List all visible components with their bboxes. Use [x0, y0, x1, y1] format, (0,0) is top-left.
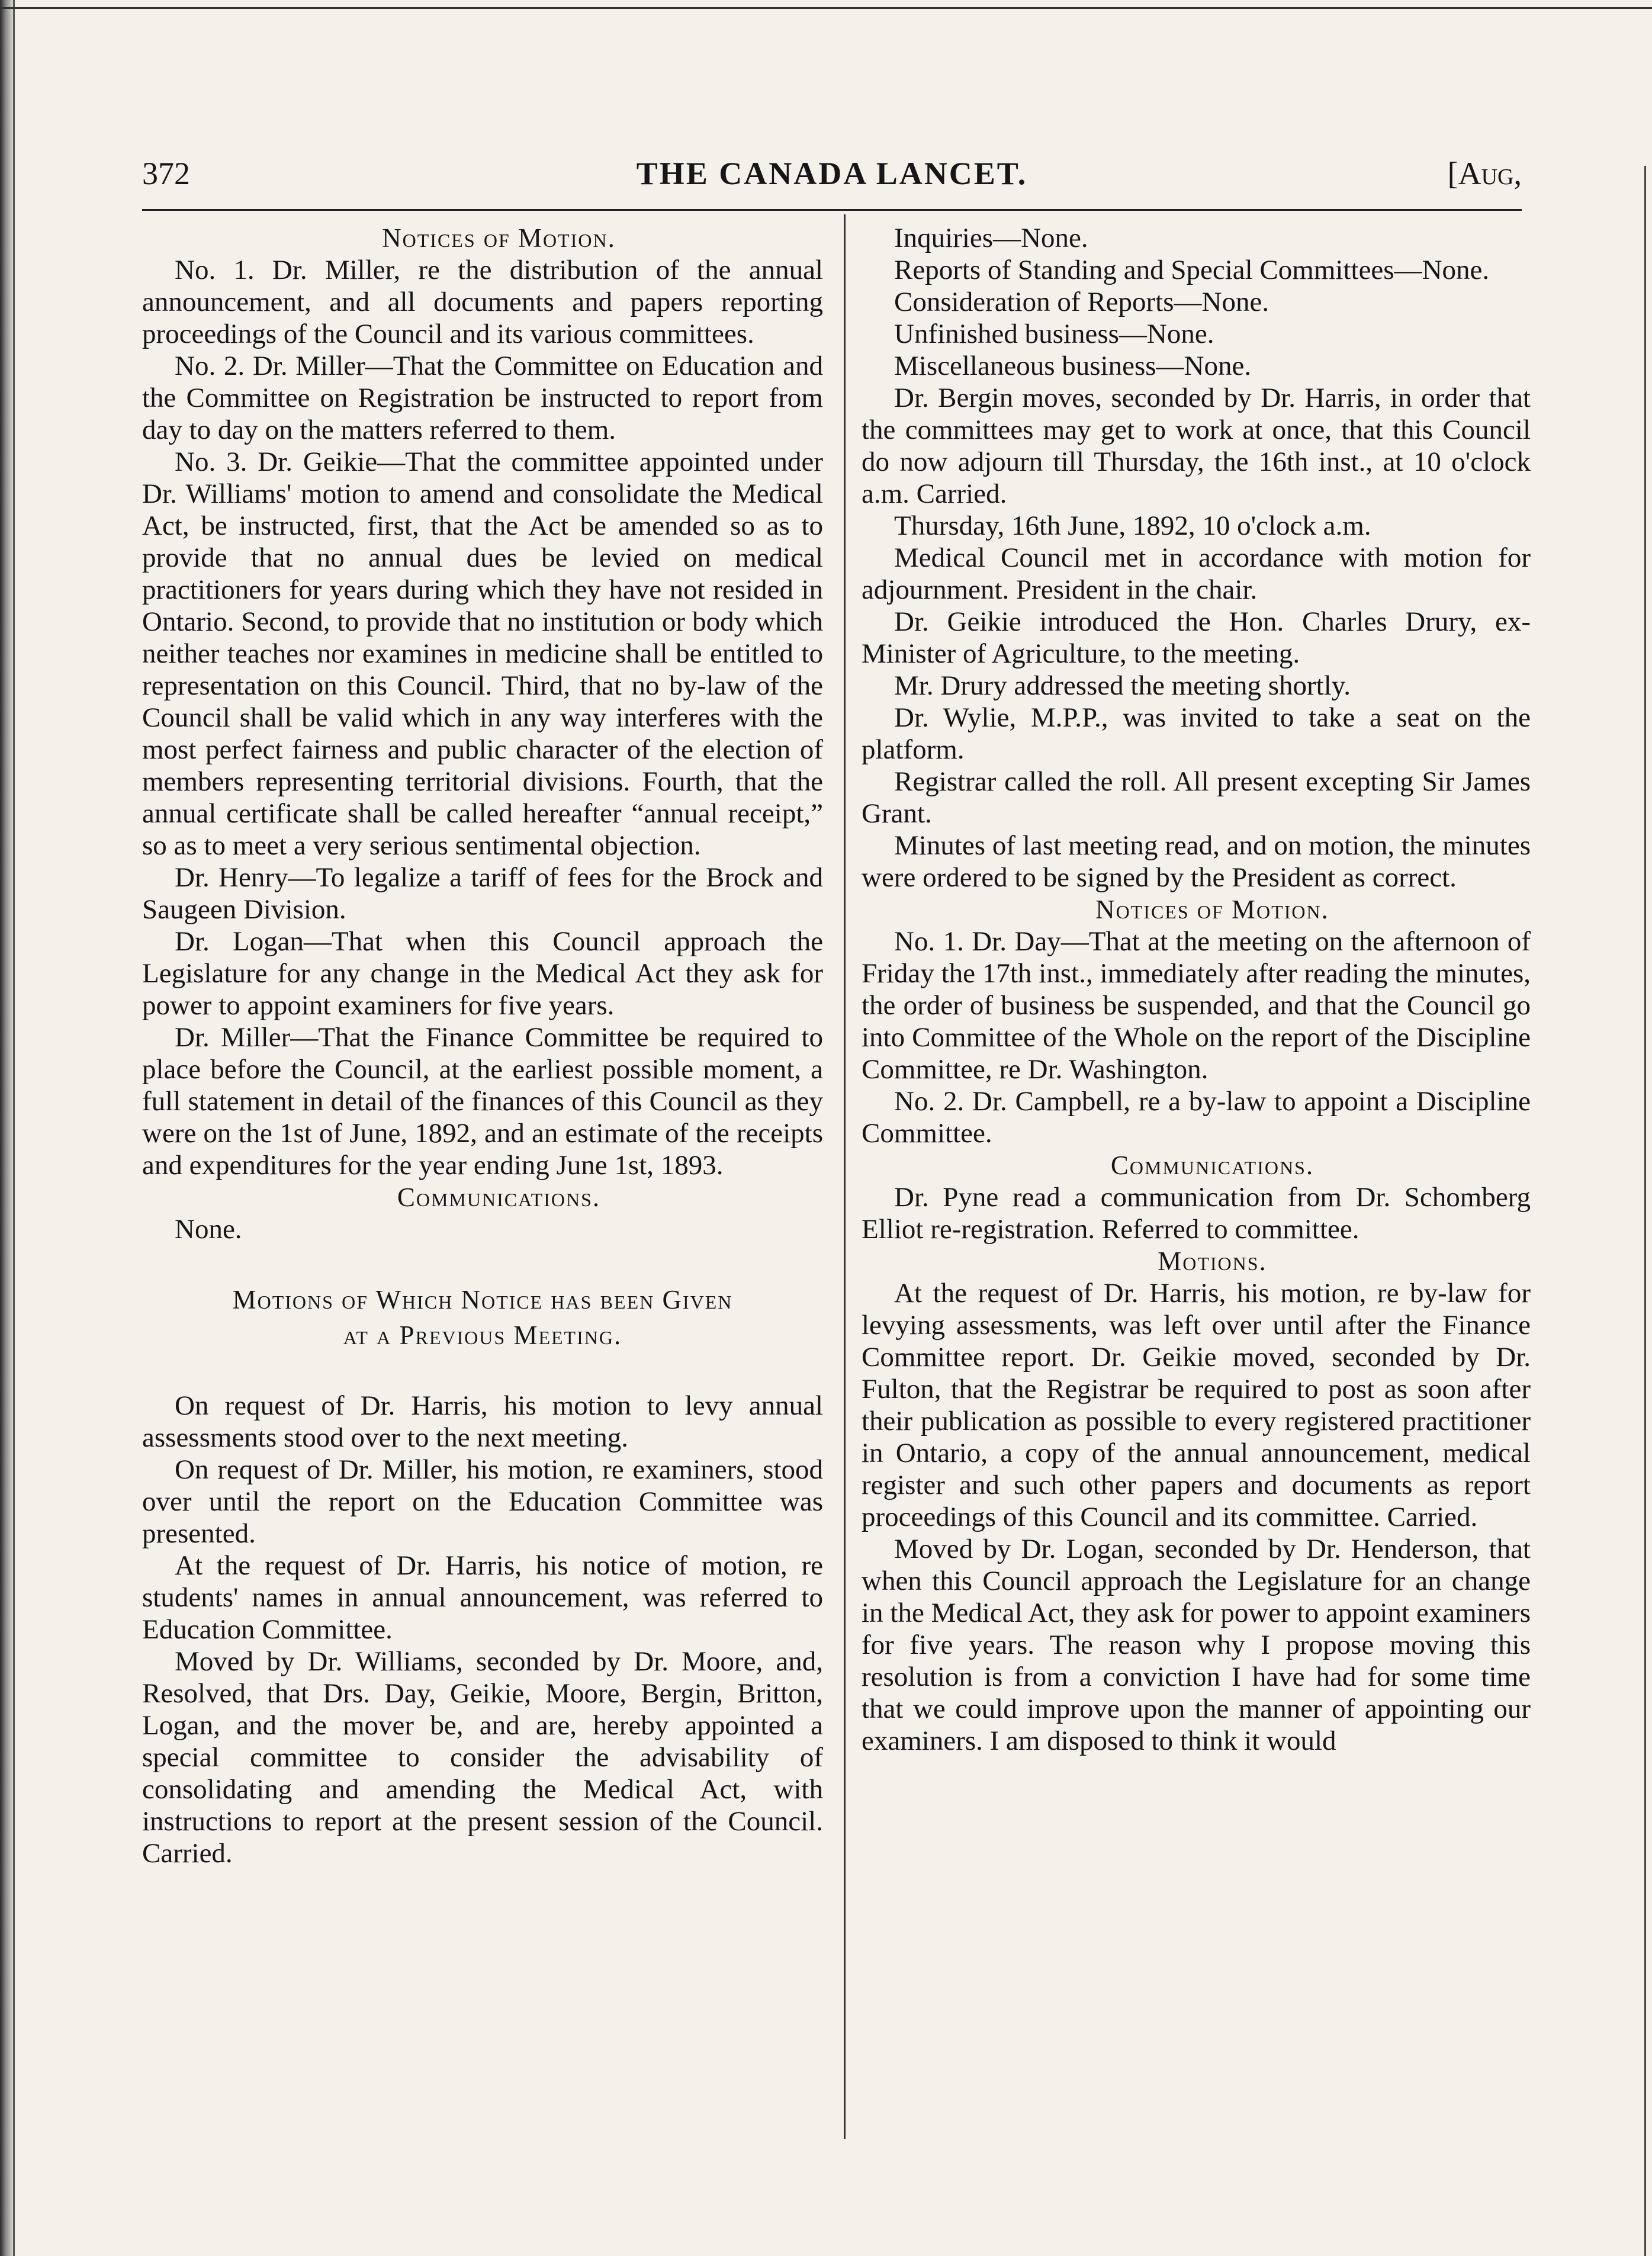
meeting-paragraph: Dr. Geikie introduced the Hon. Charles Drury, ex-Minister of Agriculture, to the meeting.: [862, 606, 1531, 669]
order-line: Unfinished business—None.: [894, 319, 1214, 349]
section-heading-motions: Motions.: [1158, 1246, 1267, 1276]
order-line: Dr. Bergin moves, seconded by Dr. Harris, in order that the committees may get to work at once, that this Council do now adjourn till Thursday, the 16th inst., at 10 o'clock a.m. Carried.: [862, 383, 1531, 509]
page-number: 372: [142, 156, 190, 191]
meeting-paragraph: Mr. Drury addressed the meeting shortly.: [894, 670, 1351, 701]
scan-binding-edge: [0, 0, 13, 2256]
section-heading-notices: Notices of Motion.: [382, 223, 616, 253]
left-column: [142, 222, 823, 1869]
notice-paragraph: No. 1. Dr. Day—That at the meeting on the afternoon of Friday the 17th inst., immediately after reading the minutes, the order of business be suspended, and that the Council go into Committee of the Whole on the report of the Discipline Committee, re Dr. Washington.: [862, 926, 1531, 1085]
scan-top-border: [0, 7, 1652, 9]
order-line: Consideration of Reports—None.: [894, 287, 1269, 317]
section-heading-notices: Notices of Motion.: [1095, 895, 1329, 924]
notice-paragraph: Dr. Miller—That the Finance Committee be required to place before the Council, at the earliest possible moment, a full statement in detail of the finances of this Council as they were on the 1st of June, 1892, and an estimate of the receipts and expenditures for the year ending June 1st, 1893.: [142, 1022, 823, 1181]
journal-title: THE CANADA LANCET.: [636, 156, 1028, 191]
notice-paragraph: No. 2. Dr. Miller—That the Committee on Education and the Committee on Registration be instructed to report from day to day on the matters referred to them.: [142, 351, 823, 445]
section-heading-communications: Communications.: [397, 1182, 601, 1212]
heading-line: at a Previous Meeting.: [343, 1320, 622, 1350]
header-rule: [142, 209, 1522, 211]
meeting-paragraph: Registrar called the roll. All present excepting Sir James Grant.: [862, 766, 1531, 829]
notice-paragraph: Dr. Henry—To legalize a tariff of fees for the Brock and Saugeen Division.: [142, 862, 823, 925]
meeting-paragraph: Dr. Wylie, M.P.P., was invited to take a seat on the platform.: [862, 702, 1531, 765]
notice-paragraph: No. 2. Dr. Campbell, re a by-law to appoint a Discipline Committee.: [862, 1086, 1531, 1149]
motion-paragraph: Moved by Dr. Logan, seconded by Dr. Henderson, that when this Council approach the Legislature for an change in the Medical Act, they ask for power to appoint examiners for five years. The reason why I propose moving this resolution is from a conviction I have had for some time that we could improve upon the manner of appointing our examiners. I am disposed to think it would: [862, 1534, 1531, 1756]
scan-right-border: [1644, 166, 1646, 2256]
right-column: [862, 222, 1531, 1757]
notice-paragraph: No. 3. Dr. Geikie—That the committee appointed under Dr. Williams' motion to amend and consolidate the Medical Act, be instructed, first, that the Act be amended so as to provide that no annual dues be levied on medical practitioners for years during which they have not resided in Ontario. Second, to provide that no institution or body which neither teaches nor examines in medicine shall be entitled to representation on this Council. Third, that no by-law of the Council shall be valid which in any way interferes with the most perfect fairness and public character of the election of members representing territorial divisions. Fourth, that the annual certificate shall be called hereafter “annual receipt,” so as to meet a very serious sentimental objection.: [142, 446, 823, 861]
meeting-paragraph: Minutes of last meeting read, and on motion, the minutes were ordered to be signed by the President as correct.: [862, 830, 1531, 893]
section-heading-communications: Communications.: [1110, 1151, 1314, 1180]
motion-paragraph: At the request of Dr. Harris, his notice of motion, re students' names in annual announcement, was referred to Education Committee.: [142, 1550, 823, 1645]
communications-text: Dr. Pyne read a communication from Dr. Schomberg Elliot re-registration. Referred to committee.: [862, 1182, 1531, 1245]
communications-text: None.: [175, 1214, 242, 1245]
section-heading-previous-motions: [142, 1282, 823, 1353]
running-header: [142, 155, 1522, 203]
issue-month: [Aug,: [1447, 156, 1522, 191]
order-line: Miscellaneous business—None.: [894, 351, 1252, 381]
column-divider: [844, 214, 846, 2139]
heading-line: Motions of Which Notice has been Given: [232, 1285, 733, 1315]
motion-paragraph: On request of Dr. Harris, his motion to levy annual assessments stood over to the next meeting.: [142, 1390, 823, 1453]
motion-paragraph: On request of Dr. Miller, his motion, re examiners, stood over until the report on the Education Committee was presented.: [142, 1454, 823, 1549]
notice-paragraph: Dr. Logan—That when this Council approach the Legislature for any change in the Medical Act they ask for power to appoint examiners for five years.: [142, 926, 823, 1021]
order-line: Reports of Standing and Special Committees—None.: [894, 255, 1490, 285]
motion-paragraph: Moved by Dr. Williams, seconded by Dr. Moore, and, Resolved, that Drs. Day, Geikie, Moore, Bergin, Britton, Logan, and the mover be, and are, hereby appointed a special committee to consider the advisability of consolidating and amending the Medical Act, with instructions to report at the present session of the Council. Carried.: [142, 1646, 823, 1869]
motion-paragraph: At the request of Dr. Harris, his motion, re by-law for levying assessments, was left over until after the Finance Committee report. Dr. Geikie moved, seconded by Dr. Fulton, that the Registrar be required to post as soon after their publication as possible to every registered practitioner in Ontario, a copy of the annual announcement, medical register and such other papers and documents as report proceedings of this Council and its committee. Carried.: [862, 1278, 1531, 1532]
meeting-paragraph: Medical Council met in accordance with motion for adjournment. President in the chair.: [862, 542, 1531, 605]
notice-paragraph: No. 1. Dr. Miller, re the distribution of the annual announcement, and all documents and papers reporting proceedings of the Council and its various committees.: [142, 255, 823, 349]
order-line: Inquiries—None.: [894, 223, 1088, 253]
meeting-date: Thursday, 16th June, 1892, 10 o'clock a.m.: [894, 510, 1371, 541]
scan-binding-shadow: [13, 0, 15, 2256]
